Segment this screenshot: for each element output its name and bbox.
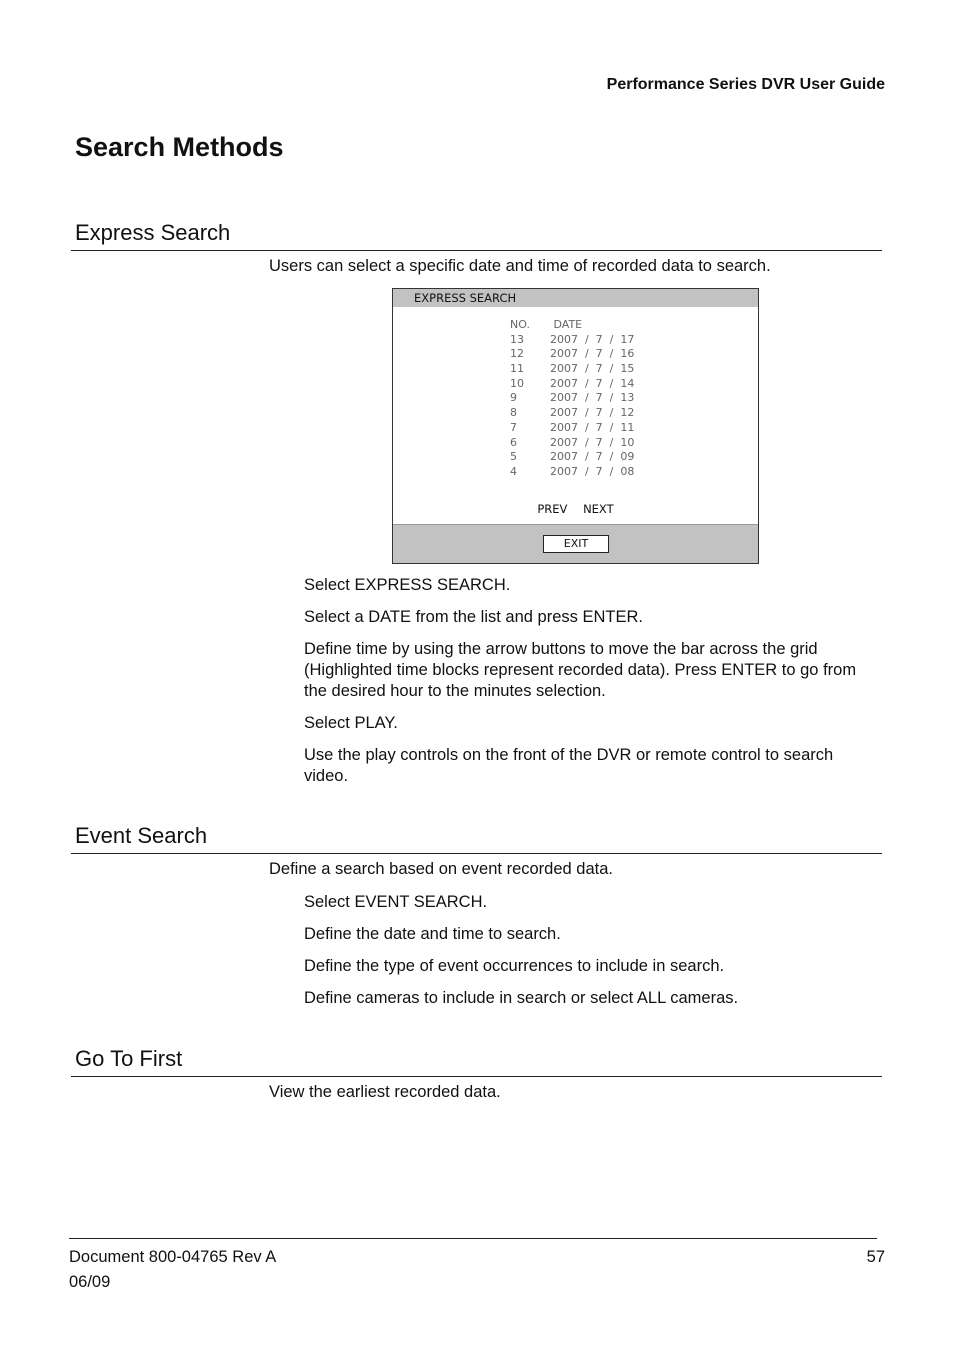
go-to-first-intro: View the earliest recorded data.	[269, 1083, 501, 1101]
document-number: Document 800-04765 Rev A	[69, 1248, 277, 1266]
date-list-row[interactable]	[510, 465, 634, 480]
row-number: 7	[510, 420, 517, 434]
row-date: 2007 / 7 / 09	[550, 450, 635, 464]
section-divider	[71, 250, 882, 251]
exit-button[interactable]: EXIT	[543, 535, 609, 553]
row-number: 9	[510, 391, 517, 405]
event-search-intro: Define a search based on event recorded data.	[269, 860, 613, 878]
date-list-row[interactable]	[510, 421, 634, 436]
step-item: Use the play controls on the front of the DVR or remote control to search video.	[304, 746, 834, 785]
row-number: 12	[510, 347, 524, 361]
express-search-steps	[304, 575, 874, 798]
express-search-heading: Express Search	[75, 220, 231, 245]
date-list-row[interactable]	[510, 450, 634, 465]
row-number: 5	[510, 450, 517, 464]
row-number: 4	[510, 464, 517, 478]
row-date: 2007 / 7 / 10	[550, 435, 635, 449]
screen-pagination	[393, 502, 758, 516]
next-button[interactable]: NEXT	[583, 502, 614, 516]
express-search-intro: Users can select a specific date and time of recorded data to search.	[269, 257, 771, 275]
row-date: 2007 / 7 / 15	[550, 362, 635, 376]
row-date: 2007 / 7 / 16	[550, 347, 635, 361]
date-list-row[interactable]	[510, 406, 634, 421]
step-item: Define time by using the arrow buttons to move the bar across the grid (Highlighted time blocks represent recorded data). Press ENTER to go from the desired hour to the minutes selection.	[304, 640, 857, 700]
section-divider	[71, 1076, 882, 1077]
date-list	[510, 318, 634, 480]
guide-title: Performance Series DVR User Guide	[606, 76, 885, 93]
row-date: 2007 / 7 / 17	[550, 332, 635, 346]
date-list-row[interactable]	[510, 391, 634, 406]
step-item: Select a DATE from the list and press ENTER.	[304, 608, 643, 626]
row-date: 2007 / 7 / 11	[550, 420, 635, 434]
date-list-row[interactable]	[510, 436, 634, 451]
go-to-first-heading: Go To First	[75, 1046, 183, 1071]
date-list-row[interactable]	[510, 347, 634, 362]
row-date: 2007 / 7 / 13	[550, 391, 635, 405]
row-date: 2007 / 7 / 14	[550, 376, 635, 390]
row-number: 10	[510, 376, 524, 390]
step-item: Define cameras to include in search or select ALL cameras.	[304, 989, 739, 1007]
step-item: Select PLAY.	[304, 714, 398, 732]
row-number: 11	[510, 362, 524, 376]
date-list-row[interactable]	[510, 377, 634, 392]
date-list-row[interactable]	[510, 362, 634, 377]
event-search-heading: Event Search	[75, 823, 208, 848]
footer-divider	[69, 1238, 877, 1239]
step-item: Select EVENT SEARCH.	[304, 893, 488, 911]
row-number: 8	[510, 406, 517, 420]
step-item: Define the type of event occurrences to include in search.	[304, 957, 725, 975]
page-title: Search Methods	[75, 132, 284, 162]
screen-footer-bar	[393, 524, 758, 563]
row-number: 6	[510, 435, 517, 449]
date-list-header	[510, 318, 634, 333]
step-item: Define the date and time to search.	[304, 925, 561, 943]
row-date: 2007 / 7 / 08	[550, 464, 635, 478]
column-no-header: NO.	[510, 318, 530, 331]
row-number: 13	[510, 332, 524, 346]
row-date: 2007 / 7 / 12	[550, 406, 635, 420]
express-search-screen	[392, 288, 759, 564]
column-date-header: DATE	[553, 318, 583, 331]
page-number: 57	[866, 1248, 885, 1266]
document-date: 06/09	[69, 1273, 111, 1291]
event-search-steps	[304, 892, 874, 1020]
date-list-row[interactable]	[510, 333, 634, 348]
screen-title: EXPRESS SEARCH	[393, 289, 758, 307]
step-item: Select EXPRESS SEARCH.	[304, 576, 511, 594]
prev-button[interactable]: PREV	[537, 502, 568, 516]
section-divider	[71, 853, 882, 854]
